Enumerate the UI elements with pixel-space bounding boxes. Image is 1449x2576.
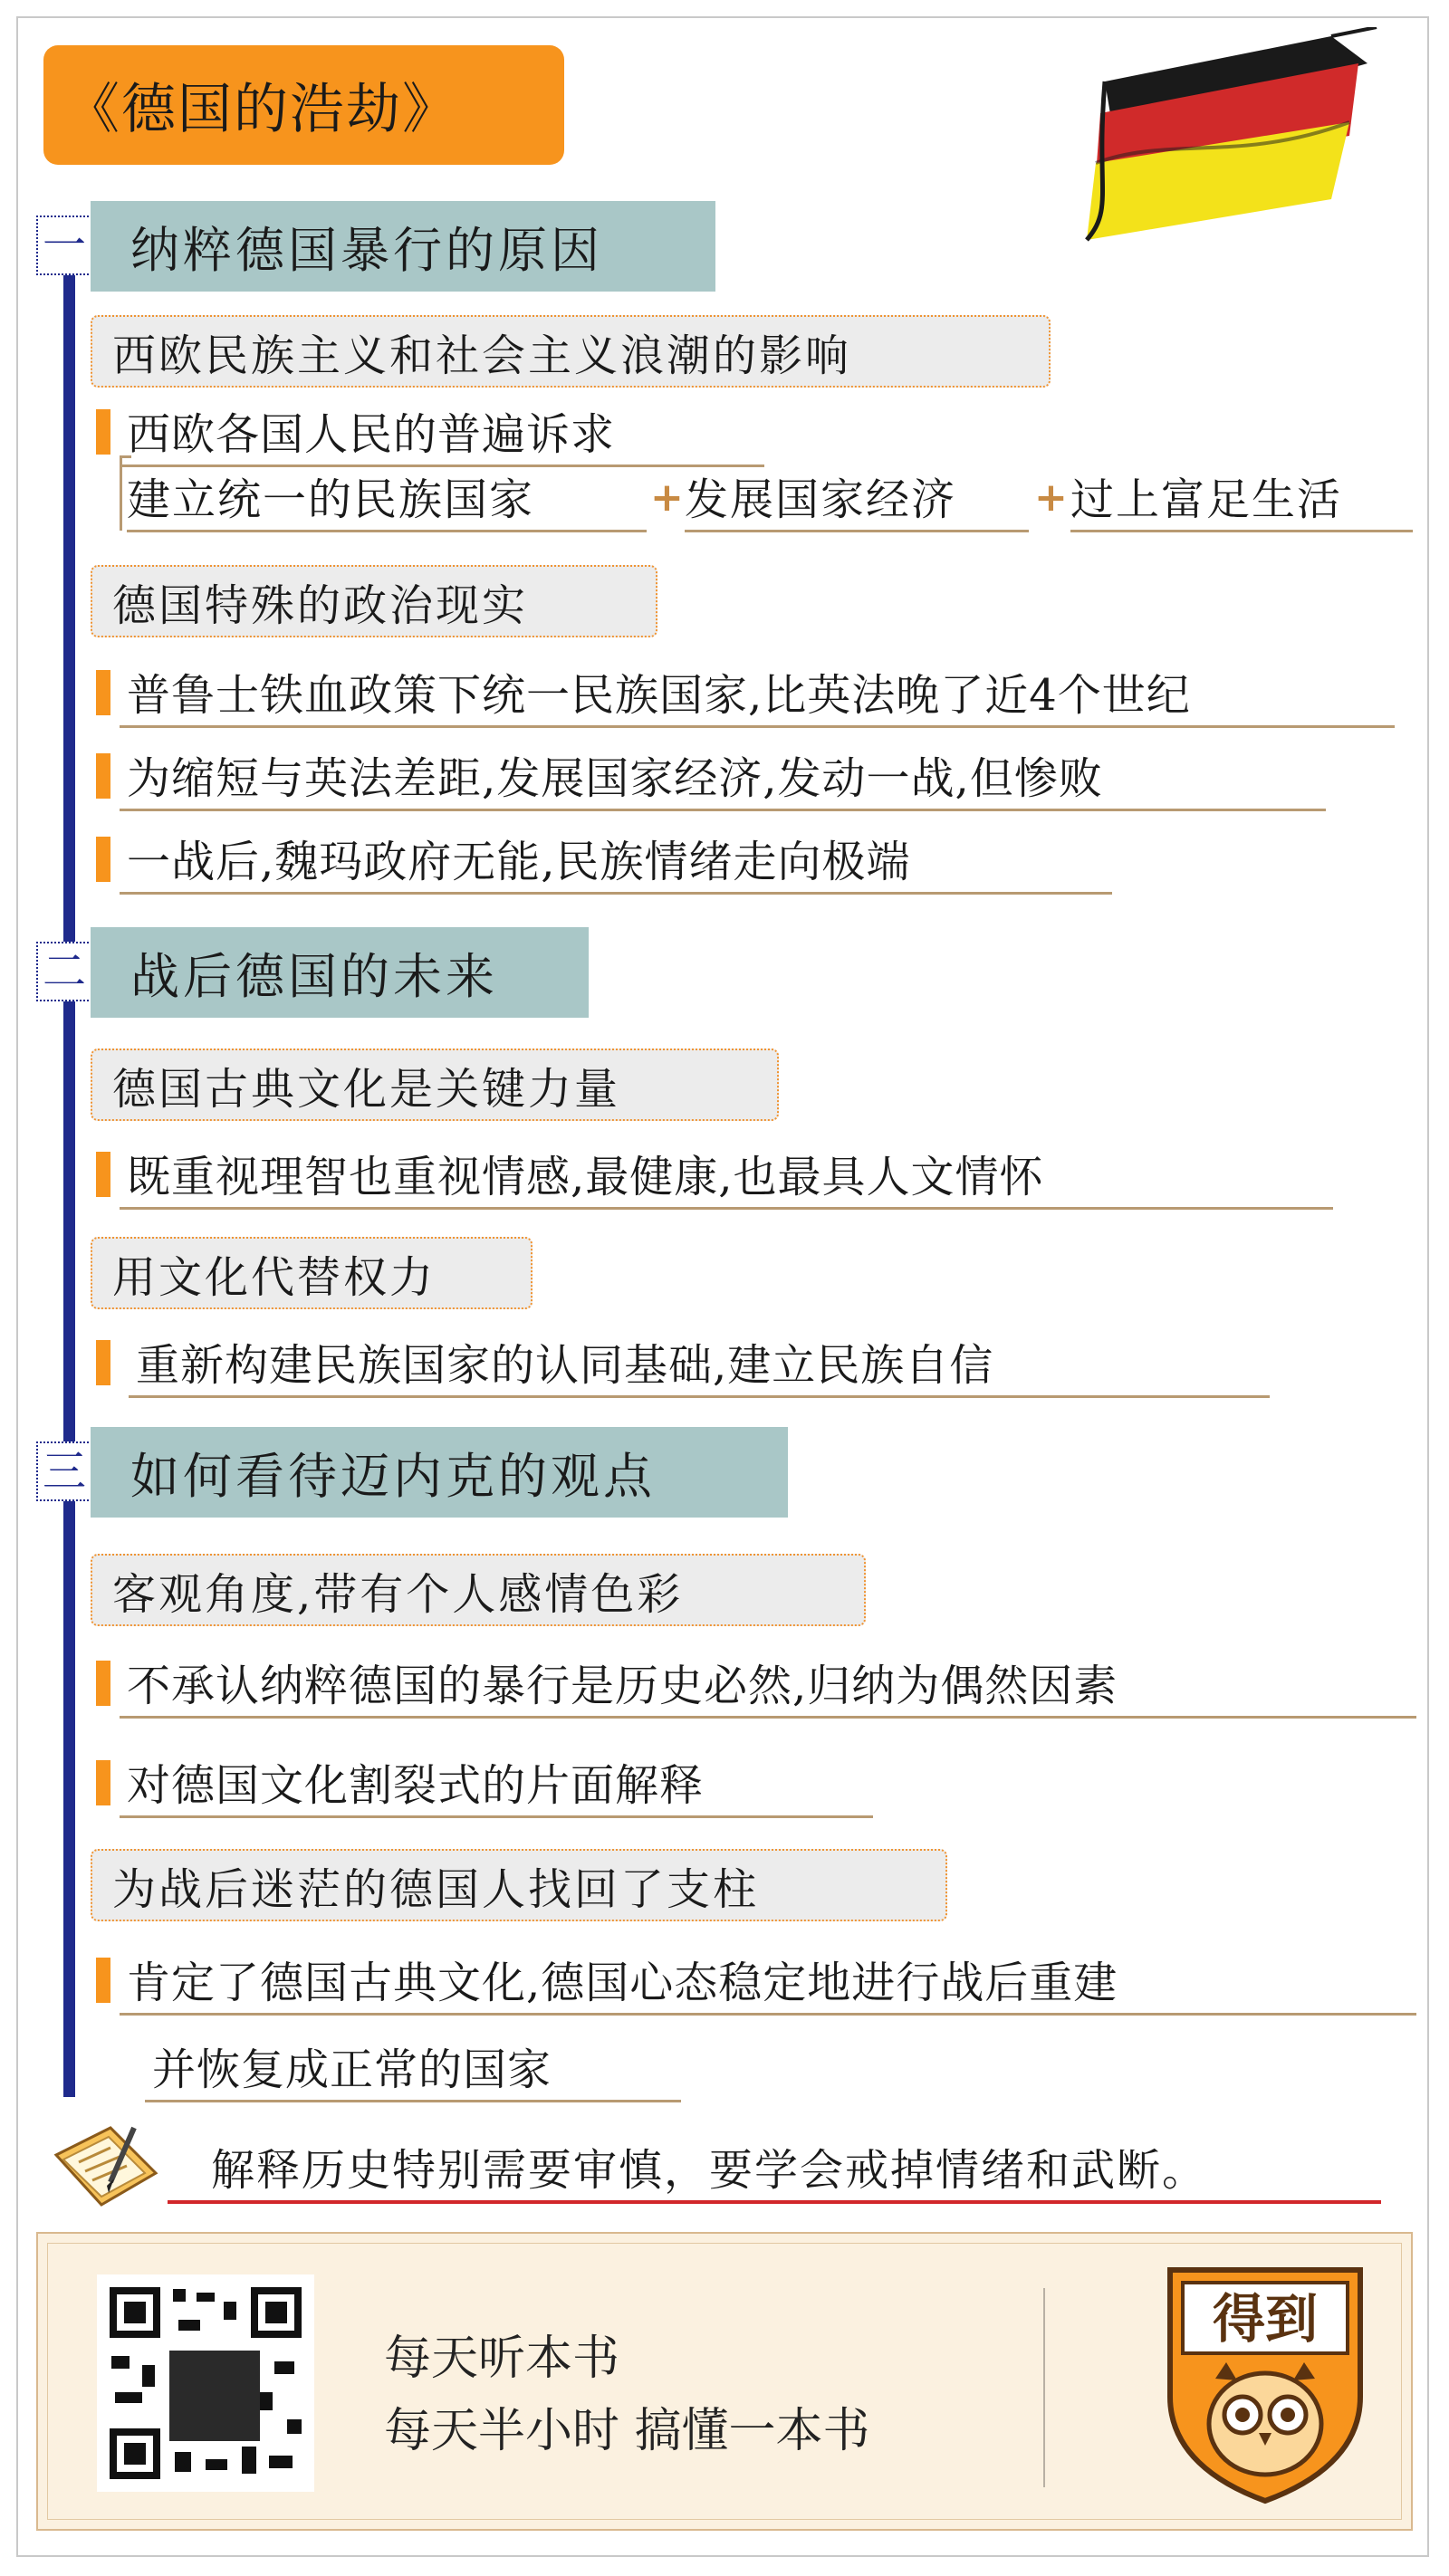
bullet-line: 对德国文化割裂式的片面解释	[120, 1748, 873, 1818]
footer-divider	[1043, 2288, 1045, 2487]
section-heading: 如何看待迈内克的观点	[91, 1427, 788, 1518]
dedao-owl-badge-icon	[1161, 2261, 1369, 2505]
qr-code[interactable]	[97, 2274, 314, 2492]
bullet-bar	[96, 753, 110, 799]
plus-icon: +	[1034, 474, 1068, 521]
bullet-line: 肯定了德国古典文化,德国心态稳定地进行战后重建	[120, 1945, 1416, 2016]
bullet-bar	[96, 1340, 110, 1385]
footer-banner	[36, 2232, 1413, 2531]
section-heading: 纳粹德国暴行的原因	[91, 201, 715, 292]
section-number: 三	[36, 1441, 92, 1501]
sub-heading: 德国特殊的政治现实	[91, 565, 657, 637]
section-heading: 战后德国的未来	[91, 927, 589, 1018]
section-number: 一	[36, 215, 92, 275]
goal-item: 建立统一的民族国家	[127, 462, 647, 532]
bullet-bar	[96, 1958, 110, 2003]
sub-heading: 西欧民族主义和社会主义浪潮的影响	[91, 315, 1051, 388]
conclusion-text: 解释历史特别需要审慎，要学会戒掉情绪和武断。	[168, 2131, 1381, 2204]
goal-item: 发展国家经济	[685, 462, 1029, 532]
bullet-bar	[96, 1152, 110, 1197]
badge-text: 得到	[1212, 2288, 1319, 2350]
bullet-bar	[96, 409, 110, 455]
bullet-bar	[96, 670, 110, 715]
sub-heading: 德国古典文化是关键力量	[91, 1049, 779, 1121]
bullet-line: 普鲁士铁血政策下统一民族国家,比英法晚了近4个世纪	[120, 657, 1395, 728]
plus-icon: +	[650, 474, 684, 521]
bullet-bar	[96, 1760, 110, 1805]
bullet-bar	[96, 837, 110, 882]
memo-pencil-icon	[47, 2119, 165, 2218]
sub-heading: 客观角度,带有个人感情色彩	[91, 1554, 866, 1626]
footer-slogan-line2: 每天半小时 搞懂一本书	[384, 2404, 870, 2458]
bullet-line: 既重视理智也重视情感,最健康,也最具人文情怀	[120, 1139, 1333, 1210]
bullet-line: 为缩短与英法差距,发展国家经济,发动一战,但惨败	[120, 741, 1326, 811]
sub-heading: 用文化代替权力	[91, 1237, 533, 1309]
book-title: 《德国的浩劫》	[43, 45, 564, 165]
footer-slogan-line1: 每天听本书	[384, 2332, 620, 2386]
bullet-bar	[96, 1661, 110, 1706]
bullet-line: 西欧各国人民的普遍诉求	[120, 397, 764, 467]
bullet-line-continued: 并恢复成正常的国家	[145, 2032, 681, 2102]
bullet-line: 一战后,魏玛政府无能,民族情绪走向极端	[120, 824, 1112, 895]
section-number: 二	[36, 942, 92, 1001]
goal-item: 过上富足生活	[1070, 462, 1413, 532]
germany-flag-icon	[1060, 27, 1386, 281]
timeline-bar	[63, 270, 75, 2097]
bullet-line: 不承认纳粹德国的暴行是历史必然,归纳为偶然因素	[120, 1648, 1416, 1719]
bullet-line: 重新构建民族国家的认同基础,建立民族自信	[129, 1327, 1270, 1398]
sub-heading: 为战后迷茫的德国人找回了支柱	[91, 1849, 947, 1921]
